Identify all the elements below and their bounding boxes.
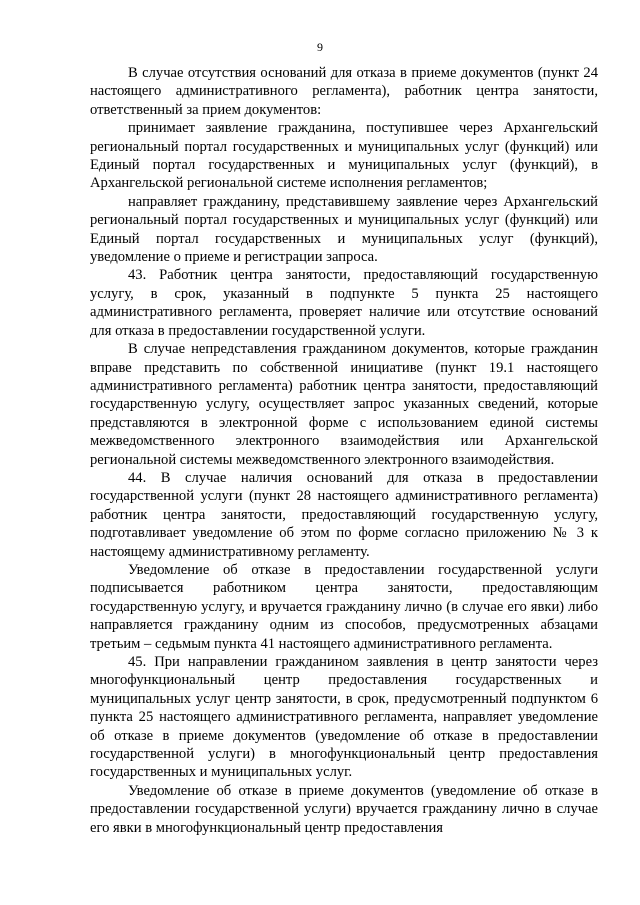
paragraph-refusal-notice-delivery: Уведомление об отказе в приеме документов (уведомление об отказе в предоставлении государственной услуги) вручается гражданину лично в случае его явки в многофункциональный центр предоставления	[90, 782, 598, 836]
paragraph-no-grounds-intro: В случае отсутствия оснований для отказа в приеме документов (пункт 24 настоящего административного регламента), работник центра занятости, ответственный за прием документов:	[90, 65, 598, 118]
paragraph-clause-44: 44. В случае наличия оснований для отказа в предоставлении государственной услуги (пункт 28 настоящего административного регламента) работник центра занятости, предоставляющий государственную услугу, подготавливает уведомление об этом по форме согласно приложению № 3 к настоящему административному регламенту.	[90, 469, 598, 560]
page-number: 9	[317, 40, 323, 54]
paragraph-interagency-request: В случае непредставления гражданином документов, которые гражданин вправе представить по собственной инициативе (пункт 19.1 настоящего административного регламента) работник центра занятости, предоставляющий государственную услугу, осуществляет запрос указанных сведений, которые представляются в электронной форме с использованием единой системы межведомственного электронного взаимодействия или Архангельской региональной системы межведомственного электронного взаимодействия.	[90, 341, 598, 468]
paragraph-accepts-application: принимает заявление гражданина, поступившее через Архангельский региональный портал государственных и муниципальных услуг (функций) или Единый портал государственных и муниципальных услуг (функций), в Архангельской региональной системе исполнения регламентов;	[90, 120, 598, 192]
document-body	[90, 64, 598, 837]
paragraph-clause-45: 45. При направлении гражданином заявления в центр занятости через многофункциональный центр предоставления государственных и муниципальных услуг центр занятости, в срок, предусмотренный подпунктом 6 пункта 25 настоящего административного регламента, направляет уведомление об отказе в приеме документов (уведомление об отказе в предоставлении государственной услуги) в многофункциональный центр предоставления государственных и муниципальных услуг.	[90, 654, 598, 781]
paragraph-sends-notification: направляет гражданину, представившему заявление через Архангельский региональный портал государственных и муниципальных услуг (функций) или Единый портал государственных и муниципальных услуг (функций), уведомление о приеме и регистрации запроса.	[90, 193, 598, 266]
paragraph-refusal-notice-signing: Уведомление об отказе в предоставлении государственной услуги подписывается работником центра занятости, предоставляющим государственную услугу, и вручается гражданину лично (в случае его явки) либо направляется гражданину одним из способов, предусмотренных абзацами третьим – седьмым пункта 41 настоящего административного регламента.	[90, 561, 598, 652]
paragraph-clause-43: 43. Работник центра занятости, предоставляющий государственную услугу, в срок, указанный в подпункте 5 пункта 25 настоящего административного регламента, проверяет наличие или отсутствие оснований для отказа в предоставлении государственной услуги.	[90, 267, 598, 339]
